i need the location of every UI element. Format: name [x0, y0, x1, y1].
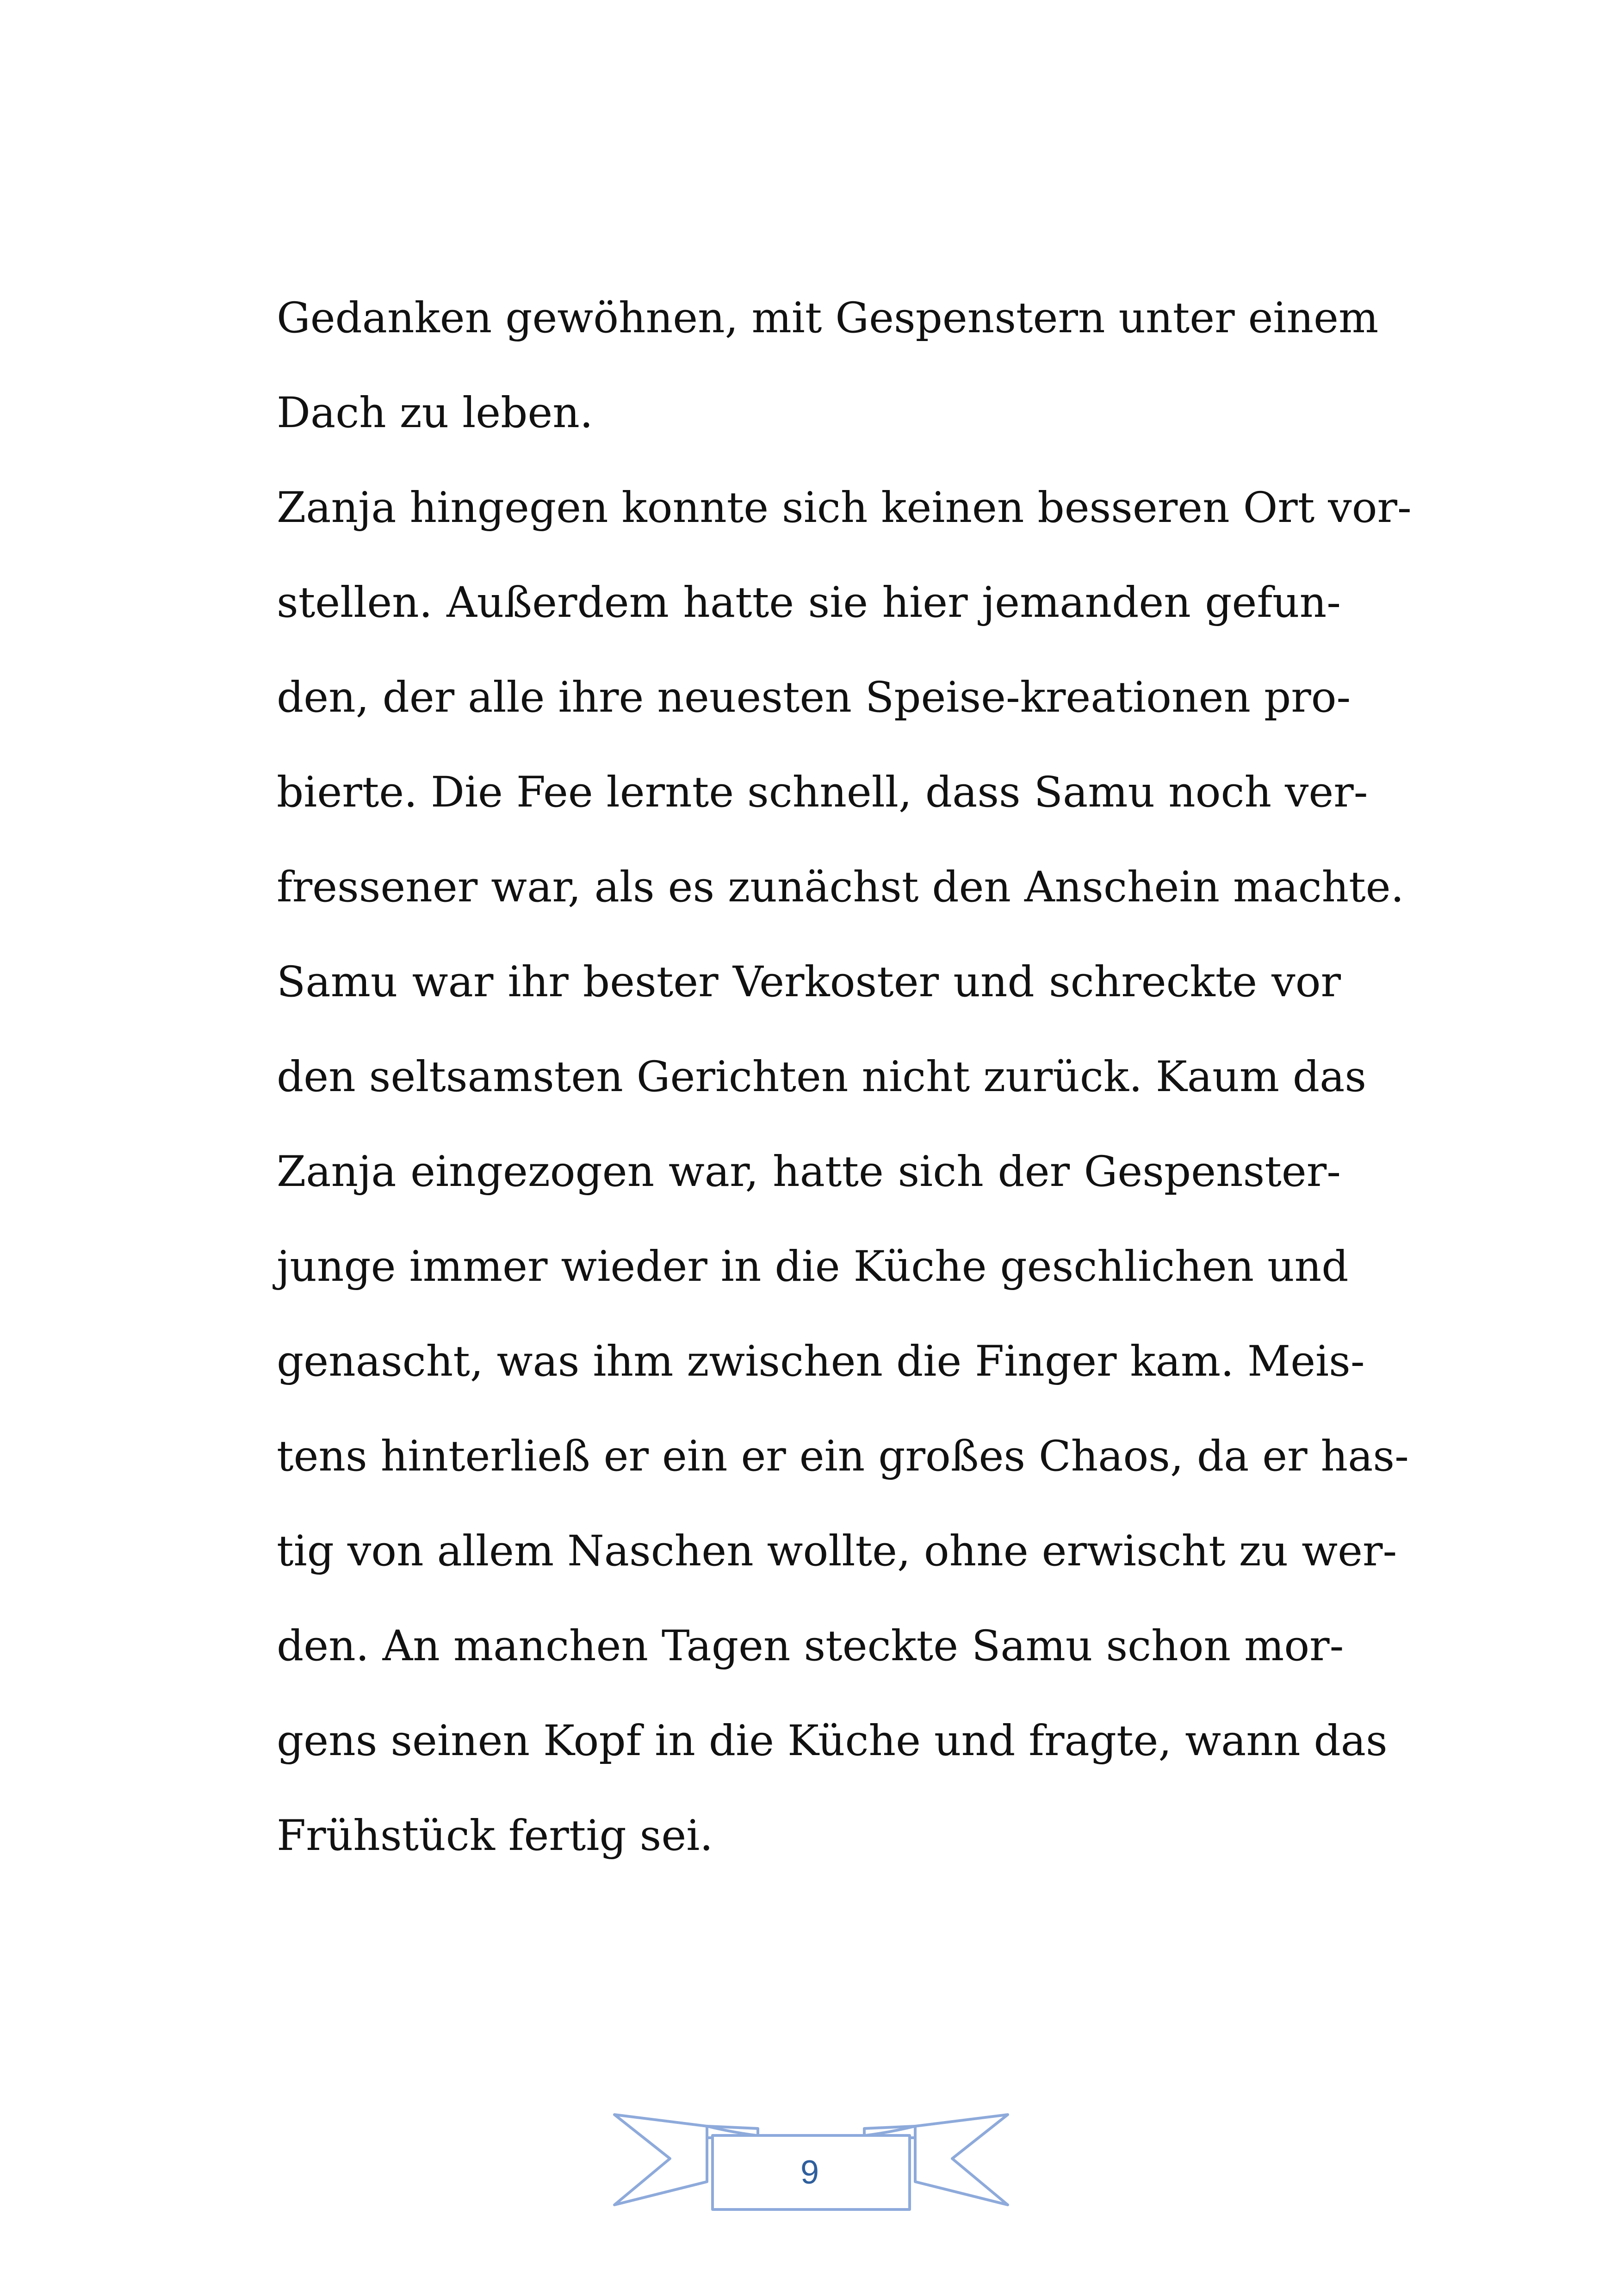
text-line: Zanja hingegen konnte sich keinen besseren Ort vor- [277, 484, 1412, 532]
text-line: stellen. Außerdem hatte sie hier jemanden gefun- [277, 578, 1341, 627]
text-line: Dach zu leben. [277, 389, 593, 437]
text-line: fressener war, als es zunächst den Anschein machte. [277, 863, 1404, 912]
text-line: Frühstück fertig sei. [277, 1812, 713, 1860]
story-text [277, 271, 1412, 1883]
text-line: bierte. Die Fee lernte schnell, dass Samu noch ver- [277, 768, 1368, 817]
text-line: tens hinterließ er ein er ein großes Chaos, da er has- [277, 1432, 1409, 1481]
text-line: Gedanken gewöhnen, mit Gespenstern unter einem [277, 294, 1379, 342]
text-line: genascht, was ihm zwischen die Finger kam. Meis- [277, 1337, 1365, 1386]
text-line: Zanja eingezogen war, hatte sich der Gespenster- [277, 1148, 1341, 1196]
ribbon-right-tail [915, 2115, 1008, 2205]
text-line: gens seinen Kopf in die Küche und fragte, wann das [277, 1717, 1388, 1765]
ribbon-left-tail [614, 2115, 707, 2205]
text-line: junge immer wieder in die Küche geschlichen und [277, 1242, 1349, 1291]
page-number: 9 [800, 2154, 819, 2191]
text-line: tig von allem Naschen wollte, ohne erwischt zu wer- [277, 1527, 1397, 1576]
text-line: den, der alle ihre neuesten Speise-kreationen pro- [277, 673, 1351, 722]
text-line: den. An manchen Tagen steckte Samu schon mor- [277, 1622, 1344, 1670]
text-line: den seltsamsten Gerichten nicht zurück. Kaum das [277, 1053, 1367, 1101]
text-line: Samu war ihr bester Verkoster und schreckte vor [277, 958, 1341, 1006]
